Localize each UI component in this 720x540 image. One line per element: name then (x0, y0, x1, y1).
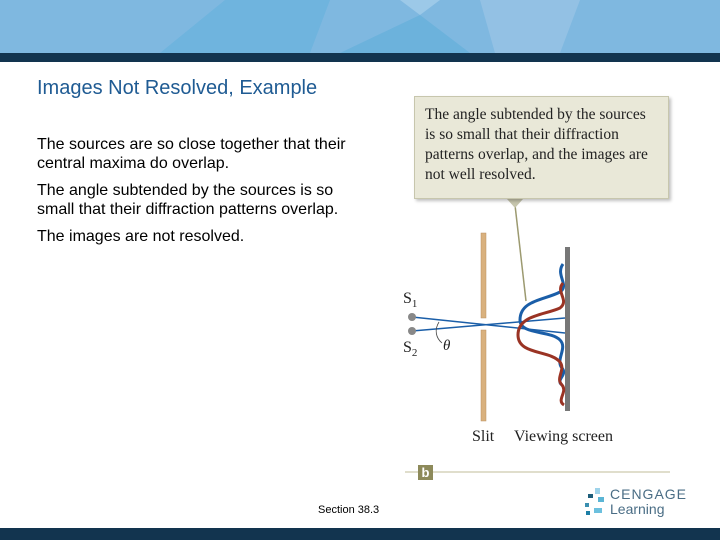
pattern-s2 (518, 283, 564, 405)
angle-arc (436, 322, 442, 343)
viewing-screen (565, 247, 570, 411)
callout-arrow (507, 199, 523, 208)
screen-label: Viewing screen (514, 428, 613, 445)
callout-box: The angle subtended by the sources is so small that their diffraction patterns overlap, and the images are not well resolved. (414, 96, 669, 199)
logo-line2: Learning (610, 501, 665, 517)
s2-label: $S_2$ (403, 339, 418, 359)
cengage-logo (583, 486, 688, 523)
s1-label: $S_1$ (403, 290, 418, 310)
section-footer: Section 38.3 (318, 504, 380, 516)
panel-label: b (421, 465, 430, 480)
bullet: The sources are so close together that their central maxima do overlap. (37, 136, 346, 172)
source-s2 (408, 327, 416, 335)
pattern-s1 (520, 264, 564, 385)
slit-label: Slit (472, 428, 495, 445)
footer-band (0, 528, 720, 540)
bullet: The angle subtended by the sources is so small that their diffraction patterns overlap. (37, 182, 339, 218)
logo-line1: CENGAGE (610, 486, 688, 502)
logo-icon (583, 486, 609, 518)
slide-title: Images Not Resolved, Example (37, 77, 318, 99)
slit-upper (481, 233, 486, 318)
bullet: The images are not resolved. (37, 228, 245, 245)
theta-label: θ (443, 338, 451, 354)
source-s1 (408, 313, 416, 321)
slit-lower (481, 330, 486, 421)
callout-pointer (515, 205, 526, 301)
